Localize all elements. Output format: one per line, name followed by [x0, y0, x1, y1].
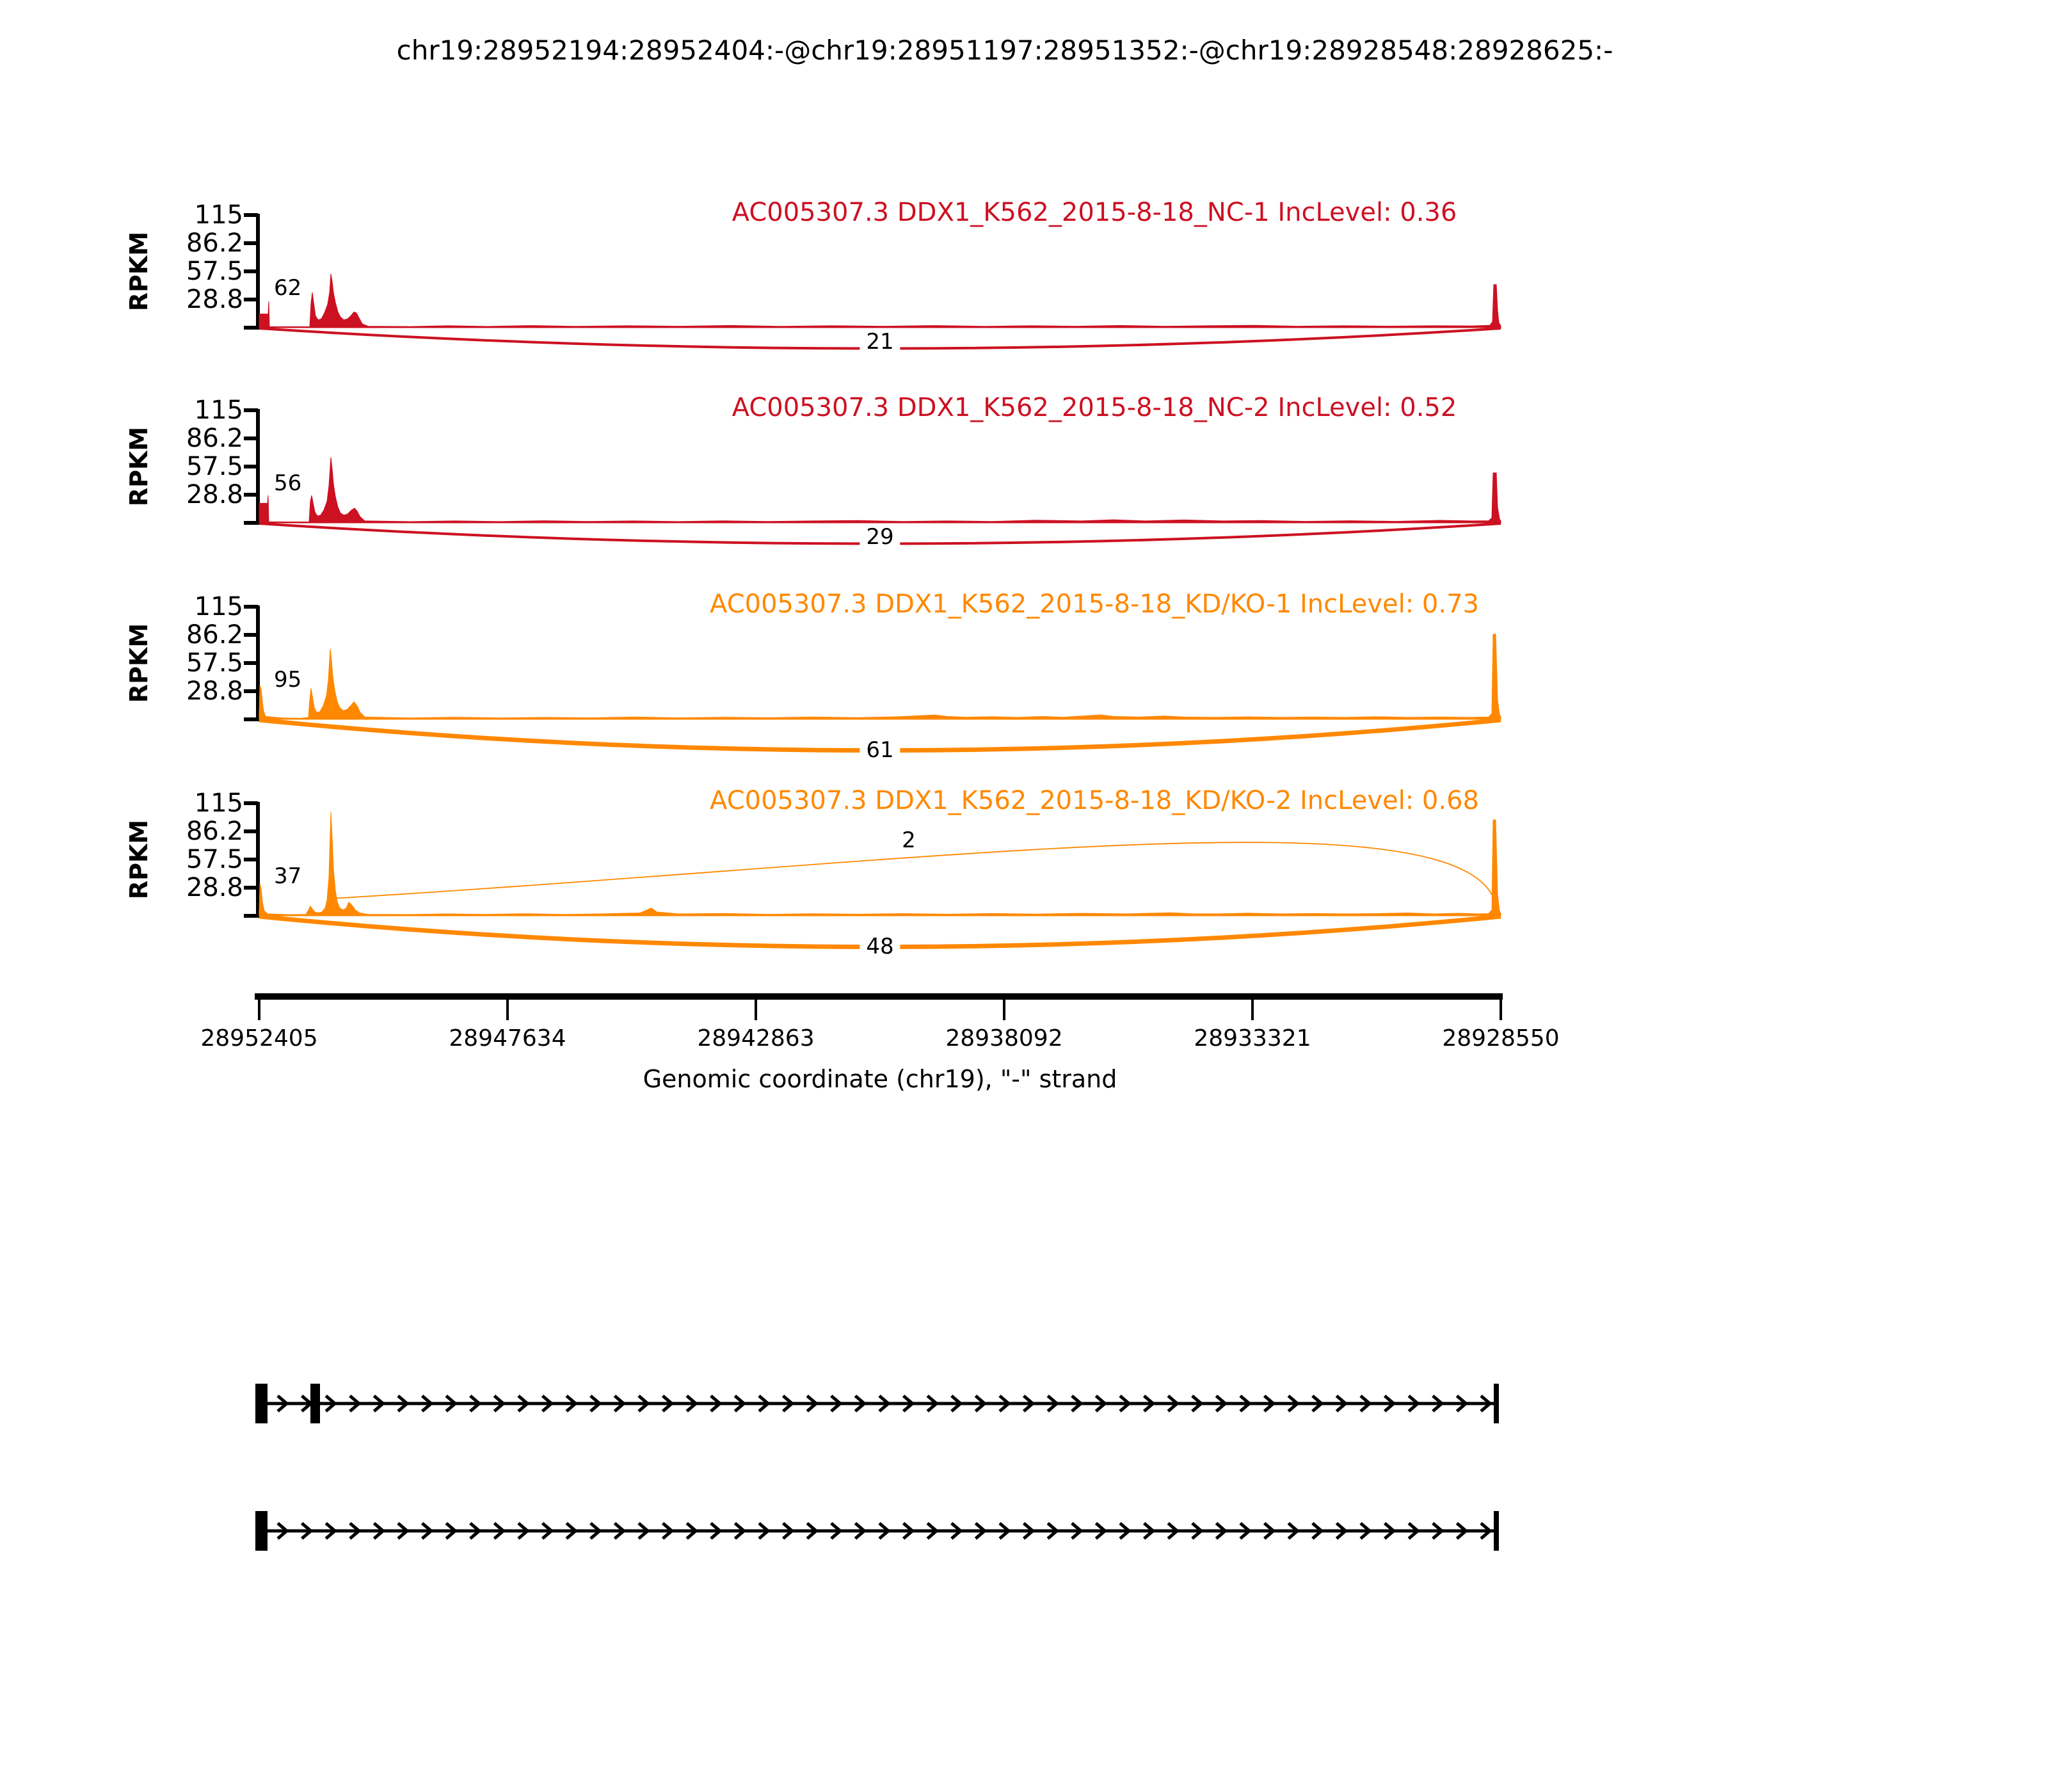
coverage-area [259, 812, 1501, 916]
track3-ytick-86: 86.2 [186, 620, 243, 650]
xtick-28933321: 28933321 [1194, 1025, 1311, 1052]
track2-ytick-57: 57.5 [186, 452, 243, 481]
track2-ytick-115: 115 [194, 396, 243, 425]
coverage-area [259, 274, 1501, 328]
exon-block [1494, 1384, 1499, 1423]
track-4-graphics [244, 802, 1501, 947]
track4-ytick-28: 28.8 [186, 873, 243, 902]
xtick-28928550: 28928550 [1442, 1025, 1560, 1052]
page-title: chr19:28952194:28952404:-@chr19:28951197:28951352:-@chr19:28928548:28928625:- [396, 35, 1613, 66]
track4-skipping-junction-count: 48 [860, 933, 900, 960]
track3-title: AC005307.3 DDX1_K562_2015-8-18_KD/KO-1 IncLevel: 0.73 [710, 589, 1479, 619]
track4-ytick-57: 57.5 [186, 845, 243, 874]
track1-y-axis-label: RPKM [125, 231, 153, 312]
track4-inclusion2-junction-count: 2 [895, 827, 922, 854]
xtick-28942863: 28942863 [697, 1025, 815, 1052]
track3-ytick-28: 28.8 [186, 676, 243, 706]
track3-upstream-junction-count: 95 [274, 667, 302, 692]
xtick-28947634: 28947634 [449, 1025, 566, 1052]
track3-y-axis-label: RPKM [125, 623, 153, 703]
track1-title: AC005307.3 DDX1_K562_2015-8-18_NC-1 IncLevel: 0.36 [732, 198, 1457, 227]
track2-ytick-86: 86.2 [186, 424, 243, 453]
track1-ytick-86: 86.2 [186, 228, 243, 258]
track-3-graphics [244, 605, 1501, 751]
gene-model-2 [255, 1511, 1499, 1551]
track4-title: AC005307.3 DDX1_K562_2015-8-18_KD/KO-2 IncLevel: 0.68 [710, 786, 1479, 815]
track3-ytick-115: 115 [194, 592, 243, 621]
track1-ytick-115: 115 [194, 200, 243, 230]
track1-ytick-57: 57.5 [186, 257, 243, 286]
track2-y-axis-label: RPKM [125, 426, 153, 507]
gene-model-1 [255, 1384, 1499, 1423]
exon-block [255, 1384, 268, 1423]
track3-skipping-junction-count: 61 [860, 737, 900, 764]
coverage-area [259, 634, 1501, 719]
exon-block [255, 1511, 268, 1551]
track1-upstream-junction-count: 62 [274, 275, 302, 301]
exon-block [310, 1384, 320, 1423]
track2-title: AC005307.3 DDX1_K562_2015-8-18_NC-2 IncLevel: 0.52 [732, 393, 1457, 422]
xtick-28952405: 28952405 [200, 1025, 318, 1052]
track1-skipping-junction-count: 21 [860, 328, 900, 355]
track1-ytick-28: 28.8 [186, 285, 243, 314]
track2-skipping-junction-count: 29 [860, 524, 900, 550]
x-axis-label: Genomic coordinate (chr19), "-" strand [643, 1065, 1117, 1093]
track3-ytick-57: 57.5 [186, 648, 243, 678]
x-axis [255, 996, 1503, 1020]
track4-ytick-115: 115 [194, 788, 243, 818]
xtick-28938092: 28938092 [945, 1025, 1063, 1052]
track4-ytick-86: 86.2 [186, 817, 243, 846]
track4-y-axis-label: RPKM [125, 819, 153, 900]
track2-upstream-junction-count: 56 [274, 470, 302, 496]
exon-block [1494, 1511, 1499, 1551]
track2-ytick-28: 28.8 [186, 480, 243, 509]
track4-upstream-junction-count: 37 [274, 863, 302, 889]
coverage-area [259, 458, 1501, 524]
